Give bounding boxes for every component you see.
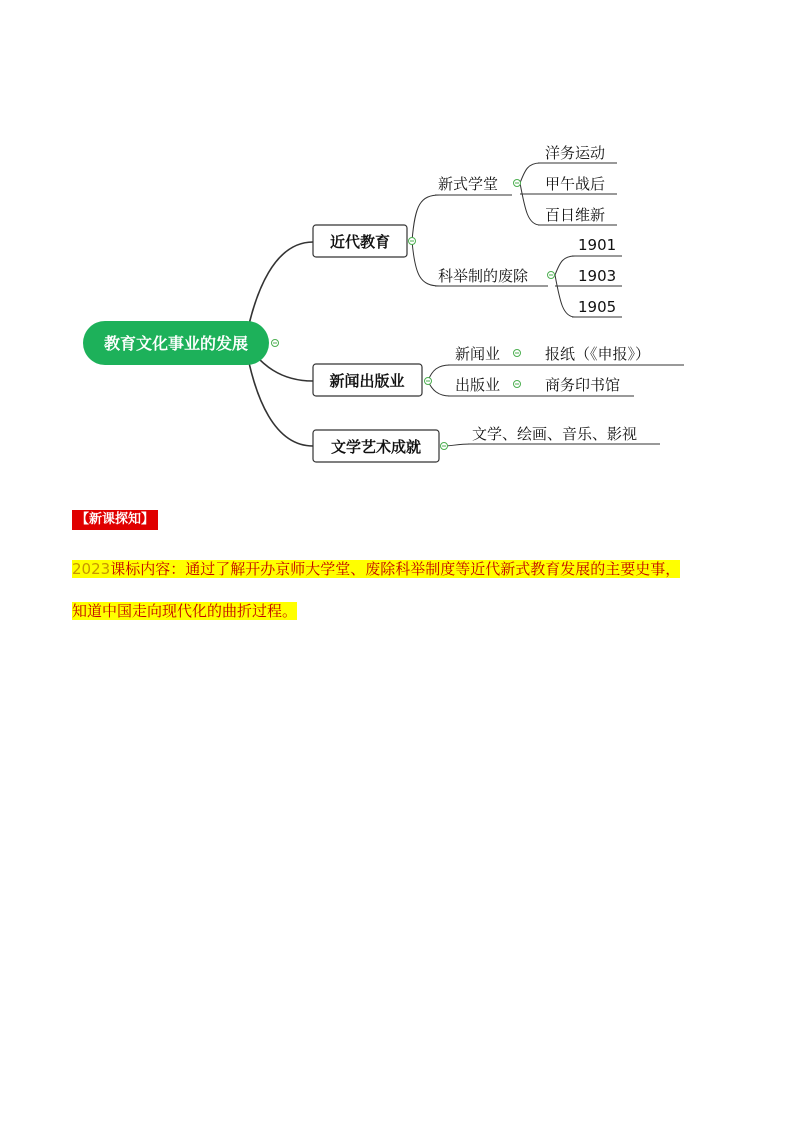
leaf-label: 1901 bbox=[578, 236, 617, 254]
branch-node-arts[interactable] bbox=[313, 430, 439, 462]
leaf-label: 1905 bbox=[578, 298, 617, 316]
curriculum-year: 2023 bbox=[72, 560, 111, 578]
collapse-icon[interactable] bbox=[514, 350, 521, 357]
leaf-label: 1903 bbox=[578, 267, 617, 285]
mind-map bbox=[0, 0, 794, 480]
leaf-label: 商务印书馆 bbox=[545, 376, 621, 394]
sub-topic-label: 新闻业 bbox=[455, 345, 501, 363]
collapse-icon[interactable] bbox=[409, 238, 416, 245]
curriculum-text bbox=[72, 548, 732, 632]
sub-topic-label: 科举制的废除 bbox=[438, 267, 529, 285]
root-label: 教育文化事业的发展 bbox=[103, 334, 249, 353]
leaf-label: 报纸（《申报》） bbox=[545, 345, 651, 363]
collapse-markers bbox=[272, 180, 555, 450]
branch-label: 新闻出版业 bbox=[329, 372, 405, 390]
branch-label: 近代教育 bbox=[329, 233, 391, 251]
collapse-icon[interactable] bbox=[272, 340, 279, 347]
section-heading: 【新课探知】 bbox=[72, 510, 158, 530]
root-node[interactable] bbox=[83, 321, 269, 365]
sub-topic-label: 新式学堂 bbox=[438, 175, 499, 193]
branch-label: 文学艺术成就 bbox=[330, 438, 422, 456]
collapse-icon[interactable] bbox=[514, 180, 521, 187]
leaf-label: 甲午战后 bbox=[545, 175, 606, 193]
leaf-label: 文学、绘画、音乐、影视 bbox=[472, 425, 638, 443]
branch-node-press[interactable] bbox=[313, 364, 422, 396]
branch3-connectors bbox=[444, 444, 660, 446]
branch-node-education[interactable] bbox=[313, 225, 407, 257]
leaf-label: 洋务运动 bbox=[545, 144, 606, 162]
collapse-icon[interactable] bbox=[425, 378, 432, 385]
leaf-label: 百日维新 bbox=[545, 206, 606, 224]
collapse-icon[interactable] bbox=[514, 381, 521, 388]
curriculum-line-1: 课标内容：通过了解开办京师大学堂、废除科举制度等近代新式教育发展的主要史事， bbox=[110, 560, 681, 578]
sub-topic-label: 出版业 bbox=[455, 376, 501, 394]
collapse-icon[interactable] bbox=[441, 443, 448, 450]
curriculum-line-2: 知道中国走向现代化的曲折过程。 bbox=[72, 602, 298, 620]
collapse-icon[interactable] bbox=[548, 272, 555, 279]
